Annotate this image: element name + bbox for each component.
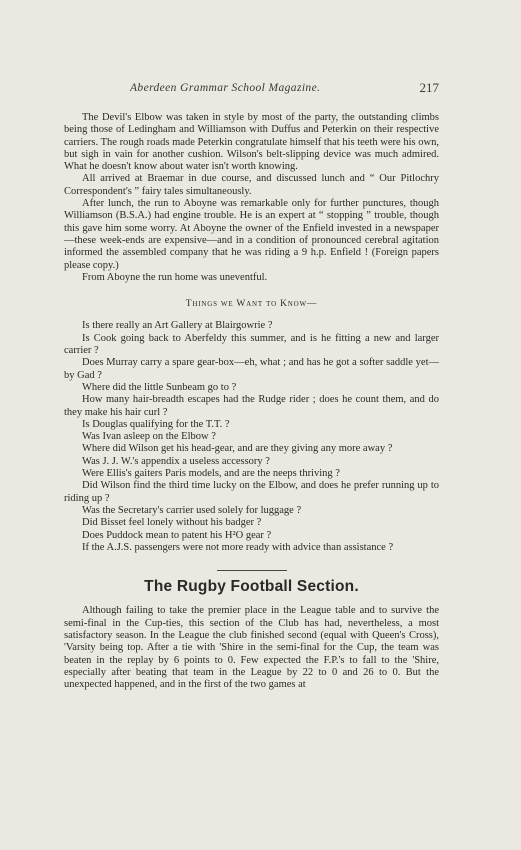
question-item: Does Puddock mean to patent his H²O gear ? [82,529,272,541]
running-title: Aberdeen Grammar School Magazine. [130,82,321,94]
question-item: How many hair-breadth escapes had the Rudge rider ; does he count them, and do they make his hair curl ? [64,394,439,418]
article-body [64,112,439,691]
paragraph: All arrived at Braemar in due course, and discussed lunch and “ Our Pitlochry Correspondent's ” fairy tales simultaneously. [64,173,439,197]
things-heading: Things we Want to Know— [185,299,318,310]
question-item: Is there really an Art Gallery at Blairgowrie ? [82,320,273,332]
section-divider [217,570,287,571]
paragraph: Although failing to take the premier place in the League table and to survive the semi-final in the Cup-ties, this section of the Club has had, nevertheless, a most satisfactory season. In the League the club finished second (equal with Queen's Cross), 'Varsity being top. After a tie with 'Shire in the semi-final for the Cup, the team was beaten in the replay by 6 points to 0. Few expected the F.P.'s to fall to the 'Shire, especially after beating that team in the League by 22 to 0 and 26 to 0. But the unexpected happened, and in the first of the two games at [64,605,439,691]
paragraph: From Aboyne the run home was uneventful. [82,271,268,283]
paragraph: After lunch, the run to Aboyne was remarkable only for further punctures, though Williamson (B.S.A.) had engine trouble. He is an expert at “ stopping ” trouble, though this gave him some worry. At Aboyne the owner of the Enfield invested in a newspaper—these week-ends are expensive—and in a condition of pronounced cerebral agitation informed the assembled company that he was riding a 9 h.p. Enfield ! (Foreign papers please copy.) [64,198,439,271]
question-item: Is Douglas qualifying for the T.T. ? [82,418,230,430]
section-title: The Rugby Football Section. [144,578,359,596]
question-item: Where did Wilson get his head-gear, and are they giving any more away ? [82,443,393,455]
question-item: Where did the little Sunbeam go to ? [82,381,237,393]
question-item: Did Wilson find the third time lucky on the Elbow, and does he prefer running up to riding up ? [64,480,439,504]
question-item: Is Cook going back to Aberfeldy this summer, and is he fitting a new and larger carrier ? [64,332,439,357]
question-item: Were Ellis's gaiters Paris models, and are the neeps thriving ? [82,468,340,480]
question-item: Was J. J. W.'s appendix a useless accessory ? [82,455,270,467]
paragraph: The Devil's Elbow was taken in style by most of the party, the outstanding climbs being those of Ledingham and Williamson with Duffus and Peterkin on their respective carriers. The rough roads made Peterkin congratulate himself that his teeth were his own, but sigh in vain for another cushion. Wilson's belt-slipping device was much admired. What he doesn't know about water isn't worth knowing. [64,112,439,173]
question-item: Did Bisset feel lonely without his badger ? [82,517,262,529]
question-item: If the A.J.S. passengers were not more ready with advice than assistance ? [82,541,394,553]
running-head [64,80,439,102]
question-item: Does Murray carry a spare gear-box—eh, what ; and has he got a softer saddle yet—by Gad ? [64,357,439,381]
question-item: Was the Secretary's carrier used solely for luggage ? [82,504,302,516]
question-item: Was Ivan asleep on the Elbow ? [82,431,216,443]
page-number: 217 [419,80,439,95]
